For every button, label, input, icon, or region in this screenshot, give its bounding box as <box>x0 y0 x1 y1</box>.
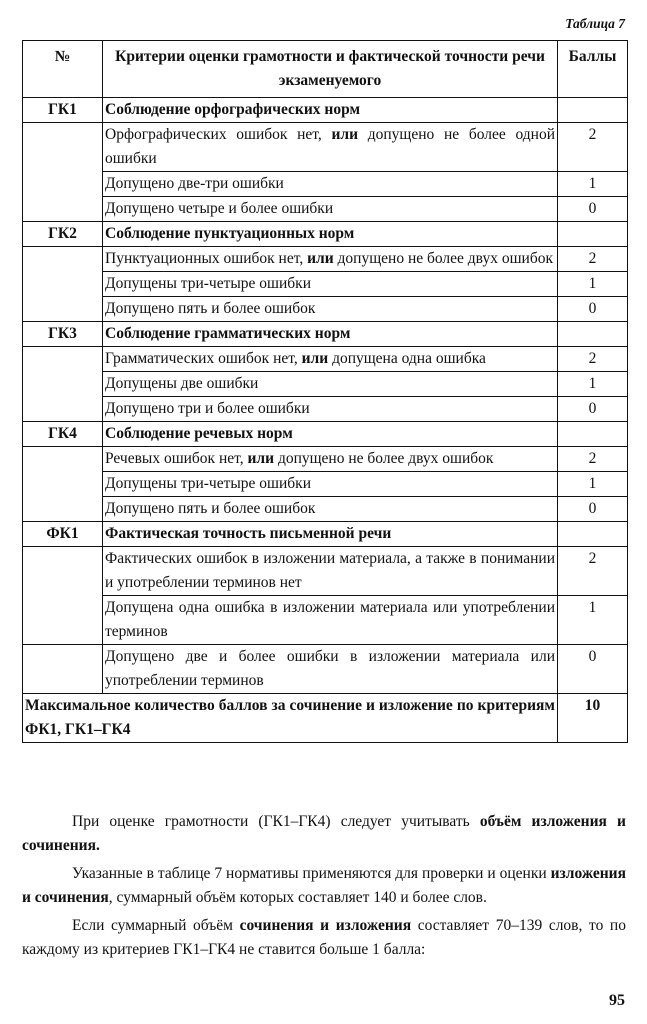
criterion-text: Допущено три и более ошибки <box>105 400 310 417</box>
criterion-code-empty <box>23 272 103 297</box>
criterion-text: Допущены три-четыре ошибки <box>105 475 311 492</box>
criterion-description <box>103 347 558 372</box>
criterion-text: Допущено две и более ошибки в изложении материала или употреблении терминов <box>105 648 555 689</box>
table-caption: Таблица 7 <box>565 16 625 31</box>
section-code: ГК2 <box>23 222 103 247</box>
section-points-empty <box>558 222 628 247</box>
criterion-description <box>103 197 558 222</box>
paragraph <box>22 914 626 962</box>
section-code: ФК1 <box>23 522 103 547</box>
table-header-row <box>23 41 628 98</box>
criterion-code-empty <box>23 596 103 645</box>
section-title: Соблюдение речевых норм <box>103 422 558 447</box>
criterion-description <box>103 497 558 522</box>
criterion-code-empty <box>23 297 103 322</box>
criterion-code-empty <box>23 372 103 397</box>
criterion-description <box>103 547 558 596</box>
paragraph-text: При оценке грамотности (ГК1–ГК4) следует учитывать <box>72 813 480 830</box>
paragraph-text: , суммарный объём которых составляет 140 и более слов. <box>108 889 487 906</box>
criterion-row <box>23 247 628 272</box>
criterion-description <box>103 123 558 172</box>
section-title: Соблюдение орфографических норм <box>103 98 558 123</box>
section-points-empty <box>558 422 628 447</box>
criterion-text: допущено не более одной ошибки <box>105 126 556 167</box>
criterion-points: 1 <box>558 272 628 297</box>
criterion-row <box>23 272 628 297</box>
section-row <box>23 222 628 247</box>
section-title: Фактическая точность письменной речи <box>103 522 558 547</box>
paragraph <box>22 862 626 910</box>
paragraph-text: составляет 70–139 слов, то по каждому из критериев ГК1–ГК4 не ставится больше 1 балла: <box>22 917 626 958</box>
paragraph-bold: объём изложения и сочинения. <box>22 813 626 854</box>
criterion-code-empty <box>23 472 103 497</box>
criterion-code-empty <box>23 397 103 422</box>
criterion-description <box>103 297 558 322</box>
criterion-row <box>23 172 628 197</box>
total-label: Максимальное количество баллов за сочинение и изложение по критериям ФК1, ГК1–ГК4 <box>23 694 558 743</box>
total-points: 10 <box>558 694 628 743</box>
criterion-description <box>103 596 558 645</box>
criterion-points: 2 <box>558 447 628 472</box>
criterion-text: Орфографических ошибок нет, <box>105 126 332 143</box>
criterion-row <box>23 547 628 596</box>
body-text <box>22 810 626 966</box>
criterion-row <box>23 197 628 222</box>
criterion-points: 0 <box>558 297 628 322</box>
criterion-points: 0 <box>558 497 628 522</box>
section-code: ГК1 <box>23 98 103 123</box>
paragraph-text: Если суммарный объём <box>72 917 240 934</box>
criterion-code-empty <box>23 172 103 197</box>
section-row <box>23 522 628 547</box>
criterion-text: Пунктуационных ошибок нет, <box>105 250 308 267</box>
criterion-row <box>23 297 628 322</box>
header-points: Баллы <box>558 41 628 98</box>
criteria-table <box>22 40 628 743</box>
section-code: ГК3 <box>23 322 103 347</box>
criterion-text: Грамматических ошибок нет, <box>105 350 302 367</box>
criterion-code-empty <box>23 645 103 694</box>
criterion-text: допущена одна ошибка <box>328 350 486 367</box>
page-number: 95 <box>609 992 625 1009</box>
criterion-row <box>23 447 628 472</box>
criterion-code-empty <box>23 497 103 522</box>
header-num: № <box>23 41 103 98</box>
paragraph-text: Указанные в таблице 7 нормативы применяются для проверки и оценки <box>72 865 551 882</box>
criterion-description <box>103 272 558 297</box>
criterion-code-empty <box>23 247 103 272</box>
section-points-empty <box>558 322 628 347</box>
criterion-points: 0 <box>558 197 628 222</box>
criterion-description <box>103 247 558 272</box>
criterion-code-empty <box>23 447 103 472</box>
criterion-text: Допущена одна ошибка в изложении материала или употреблении терминов <box>105 599 555 640</box>
criterion-row <box>23 123 628 172</box>
criterion-text: Допущено пять и более ошибок <box>105 500 316 517</box>
criterion-text-bold: или <box>247 450 275 467</box>
criterion-points: 1 <box>558 172 628 197</box>
criterion-code-empty <box>23 197 103 222</box>
criterion-text-bold: или <box>301 350 329 367</box>
criterion-code-empty <box>23 547 103 596</box>
section-code: ГК4 <box>23 422 103 447</box>
section-points-empty <box>558 98 628 123</box>
criterion-points: 2 <box>558 547 628 596</box>
criterion-text: Допущены три-четыре ошибки <box>105 275 311 292</box>
criterion-text-bold: или <box>307 250 334 267</box>
criterion-row <box>23 645 628 694</box>
paragraph-bold: изложения и сочинения <box>22 865 626 906</box>
section-title: Соблюдение грамматических норм <box>103 322 558 347</box>
criterion-row <box>23 397 628 422</box>
criterion-row <box>23 372 628 397</box>
section-row <box>23 422 628 447</box>
criterion-description <box>103 397 558 422</box>
criterion-code-empty <box>23 347 103 372</box>
header-criteria: Критерии оценки грамотности и фактической точности речи экзаменуемого <box>103 41 558 98</box>
section-row <box>23 98 628 123</box>
criterion-text: Допущено пять и более ошибок <box>105 300 316 317</box>
criterion-points: 2 <box>558 247 628 272</box>
section-points-empty <box>558 522 628 547</box>
criterion-row <box>23 472 628 497</box>
criterion-text: Фактических ошибок в изложении материала, а также в понимании и употреблении терминов нет <box>105 550 555 591</box>
criterion-points: 2 <box>558 347 628 372</box>
criterion-row <box>23 596 628 645</box>
criterion-row <box>23 497 628 522</box>
criterion-text: Допущено четыре и более ошибки <box>105 200 334 217</box>
paragraph <box>22 810 626 858</box>
criterion-points: 1 <box>558 596 628 645</box>
criterion-text: допущено не более двух ошибок <box>333 250 553 267</box>
criterion-points: 1 <box>558 472 628 497</box>
section-title: Соблюдение пунктуационных норм <box>103 222 558 247</box>
criterion-description <box>103 172 558 197</box>
criterion-text: допущено не более двух ошибок <box>274 450 494 467</box>
criterion-points: 0 <box>558 645 628 694</box>
criterion-text: Речевых ошибок нет, <box>105 450 248 467</box>
criterion-description <box>103 645 558 694</box>
total-row <box>23 694 628 743</box>
criterion-points: 2 <box>558 123 628 172</box>
paragraph-bold: сочинения и изложения <box>239 917 412 934</box>
criterion-points: 0 <box>558 397 628 422</box>
criterion-text: Допущено две-три ошибки <box>105 175 284 192</box>
criterion-description <box>103 472 558 497</box>
criterion-code-empty <box>23 123 103 172</box>
criterion-description <box>103 372 558 397</box>
criterion-text-bold: или <box>331 126 359 143</box>
section-row <box>23 322 628 347</box>
criterion-row <box>23 347 628 372</box>
criterion-text: Допущены две ошибки <box>105 375 259 392</box>
criterion-description <box>103 447 558 472</box>
criterion-points: 1 <box>558 372 628 397</box>
